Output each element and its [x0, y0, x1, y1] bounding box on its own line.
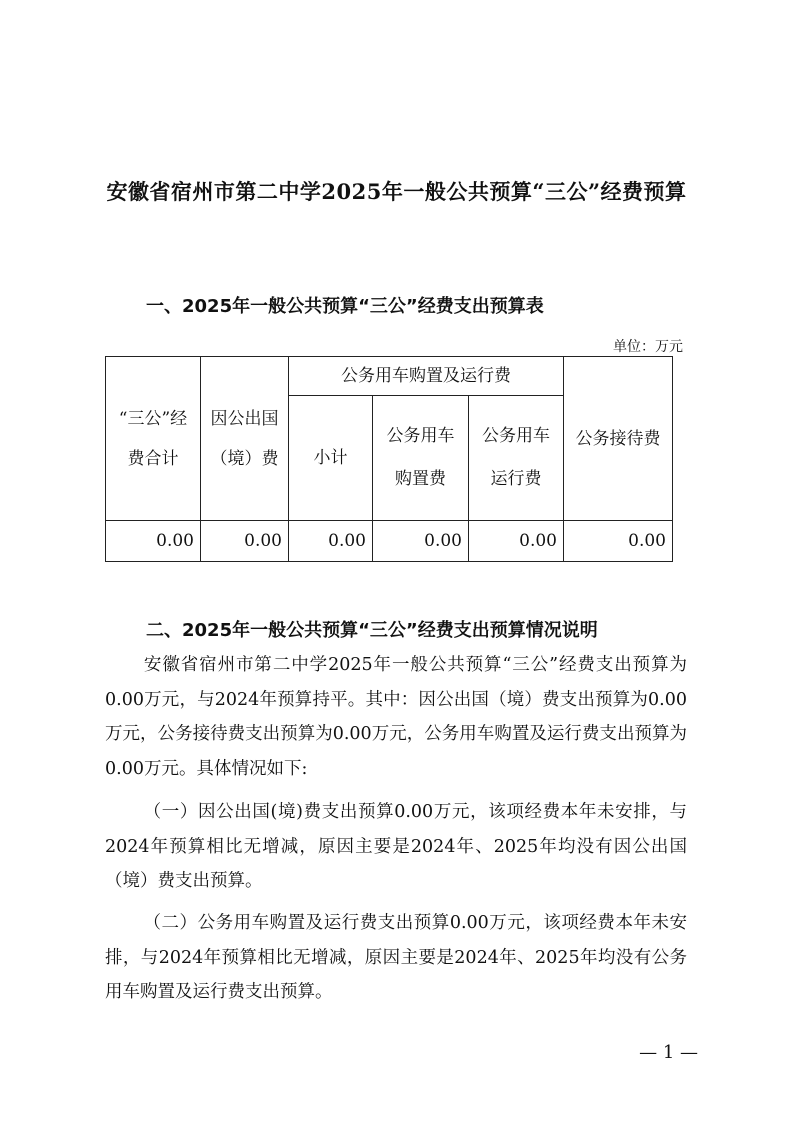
header-total: “三公”经费合计	[106, 357, 201, 521]
value-vehicle-purchase: 0.00	[373, 521, 469, 562]
section2-heading: 二、2025年一般公共预算“三公”经费支出预算情况说明	[146, 620, 598, 641]
paragraph-summary-text: 安徽省宿州市第二中学2025年一般公共预算“三公”经费支出预算为0.00万元，与2024年预算持平。其中：因公出国（境）费支出预算为0.00万元，公务接待费支出预算为0.00万元，公务用车购置及运行费支出预算为0.00万元。具体情况如下:	[105, 655, 687, 779]
paragraph-summary	[105, 648, 687, 786]
value-vehicle-operation: 0.00	[469, 521, 564, 562]
value-overseas: 0.00	[201, 521, 289, 562]
page-number: — 1 —	[639, 1042, 698, 1063]
value-reception: 0.00	[564, 521, 673, 562]
header-vehicle-operation: 公务用车运行费	[469, 396, 564, 521]
unit-label: 单位：万元	[613, 339, 683, 355]
paragraph-vehicle	[105, 906, 687, 1010]
value-total: 0.00	[106, 521, 201, 562]
budget-table	[105, 356, 673, 562]
document-title: 安徽省宿州市第二中学2025年一般公共预算“三公”经费预算	[106, 179, 687, 204]
paragraph-vehicle-text: （二）公务用车购置及运行费支出预算0.00万元，该项经费本年未安排，与2024年预算相比无增减，原因主要是2024年、2025年均没有公务用车购置及运行费支出预算。	[105, 913, 687, 1002]
table-header-row-1	[106, 357, 673, 396]
header-overseas: 因公出国（境）费	[201, 357, 289, 521]
paragraph-overseas-text: （一）因公出国(境)费支出预算0.00万元，该项经费本年未安排，与2024年预算相比无增减，原因主要是2024年、2025年均没有因公出国（境）费支出预算。	[105, 802, 687, 891]
header-vehicle-purchase: 公务用车购置费	[373, 396, 469, 521]
table-row	[106, 521, 673, 562]
section1-heading: 一、2025年一般公共预算“三公”经费支出预算表	[146, 296, 544, 317]
header-subtotal: 小计	[289, 396, 373, 521]
paragraph-overseas	[105, 795, 687, 899]
value-subtotal: 0.00	[289, 521, 373, 562]
header-reception: 公务接待费	[564, 357, 673, 521]
header-vehicle-group: 公务用车购置及运行费	[289, 357, 564, 396]
